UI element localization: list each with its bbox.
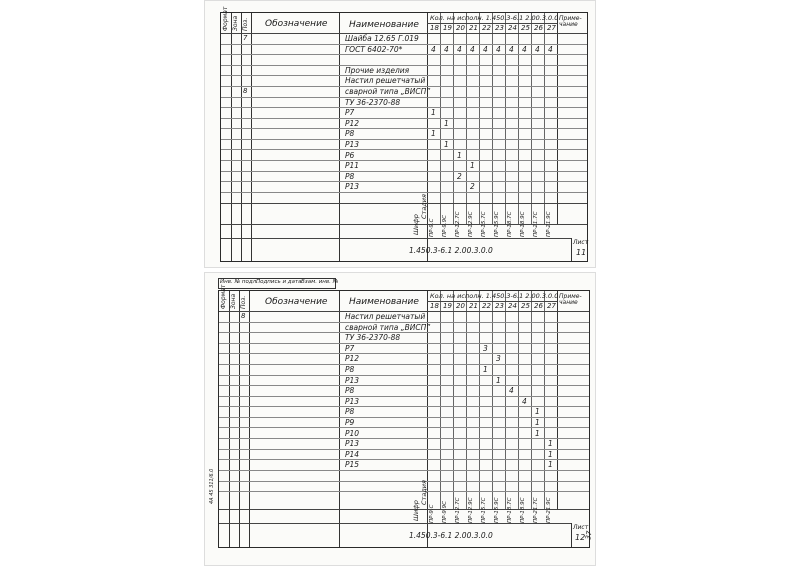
exec-number: 26 [534,302,543,310]
item-name: Шайба 12.65 Г.019 [345,34,419,43]
cipher-code: ПР-12.9С [468,211,474,237]
item-name: Р7 [345,343,355,353]
drawing-sheet-bottom [204,272,596,566]
quantity-cell: 4 [535,44,540,54]
cipher-code: ПР-9.9С [442,214,448,237]
item-name: Р8 [345,386,355,396]
sheet-number: 11 [576,248,587,257]
exec-number: 19 [443,24,452,32]
table-frame [218,284,590,548]
quantity-cell: 1 [548,449,553,459]
quantity-cell: 2 [470,182,475,192]
item-name: ГОСТ 6402-70* [345,44,403,54]
cipher-code: ПР-18.9С [520,497,526,523]
qty-title: Кол. на исполн. 1.450.3-6.1 2.00.3.0.0 [430,292,559,300]
stage-label: Стадия [420,480,428,505]
item-name: ТУ 36-2370-88 [345,97,401,107]
cipher-code: ПР-15.7С [481,211,487,237]
quantity-cell: 1 [548,439,553,449]
page-number: 37 [584,530,594,541]
margin-code: 4А 45 311/6.0 [209,468,215,504]
col-pos-head: Поз. [240,295,247,309]
item-name: Настил решетчатый [345,76,426,86]
cipher-code: ПР-15.7С [481,497,487,523]
item-name: Р7 [345,108,355,118]
sheet-number: 12 [575,533,586,542]
item-name: Р13 [345,396,360,406]
item-name: сварной типа „ВИСП” [345,87,431,96]
quantity-cell: 4 [522,396,527,406]
quantity-cell: 1 [444,140,449,149]
qty-title: Кол. на исполн. 1.450.3-6.1 2.00.3.0.0 [430,14,559,22]
exec-number: 23 [495,302,504,310]
col-format-head: Формат [220,284,227,309]
sheet-label: Лист [573,239,589,246]
exec-number: 18 [430,24,439,32]
quantity-cell: 4 [470,44,475,54]
item-name: Настил решетчатый [345,312,426,321]
item-name: Р8 [345,407,355,417]
exec-number: 21 [469,302,478,310]
cipher-code: ПР-21.9С [546,497,552,523]
quantity-cell: 4 [444,44,449,54]
position-number: 7 [243,34,248,42]
item-name: ТУ 36-2370-88 [345,333,401,343]
col-pos-head: Поз. [242,17,249,31]
exec-number: 22 [482,302,491,310]
quantity-cell: 4 [496,44,501,54]
col-designation-head: Обозначение [265,297,328,307]
stage-label: Стадия [420,194,428,219]
doc-number: 1.450.3-6.1 2.00.3.0.0 [409,531,493,540]
quantity-cell: 4 [431,44,436,54]
quantity-cell: 1 [431,129,436,139]
quantity-cell: 1 [496,375,501,385]
quantity-cell: 1 [444,118,449,128]
item-name: Р13 [345,140,360,149]
cipher-code: ПР-18.9С [520,211,526,237]
cipher-code: ПР-12.7С [455,211,461,237]
quantity-cell: 1 [548,460,553,470]
quantity-cell: 4 [509,386,514,396]
cipher-code: ПР-9.С [429,504,435,523]
cipher-code: ПР-18.7С [507,211,513,237]
cipher-code: ПР-9.9С [442,500,448,523]
cipher-label: Шифр [412,500,420,521]
quantity-cell: 1 [431,108,436,118]
col-note-head: Приме-чание [559,293,582,306]
item-name: Р13 [345,375,360,385]
approval-inv-label: Инв. № подл. [220,279,258,285]
cipher-label: Шифр [412,214,420,235]
exec-number: 25 [521,302,530,310]
exec-number: 27 [547,24,556,32]
quantity-cell: 3 [483,343,488,353]
col-format-head: Формат [222,6,229,31]
item-name: Р8 [345,365,355,374]
approval-strip [218,278,339,289]
position-number: 8 [241,312,246,320]
item-name: Р12 [345,354,360,364]
position-number: 8 [243,87,248,95]
quantity-cell: 4 [483,44,488,54]
item-name: Р6 [345,150,355,160]
col-name-head: Наименование [349,20,419,30]
item-name: Р13 [345,182,360,192]
item-name: Р12 [345,118,360,128]
quantity-cell: 4 [509,44,514,54]
cipher-code: ПР-15.9С [494,497,500,523]
table-frame [220,6,589,262]
item-name: Р11 [345,161,360,171]
quantity-cell: 1 [457,150,462,160]
item-name: сварной типа „ВИСП” [345,322,431,332]
cipher-code: ПР-9.С [429,218,435,237]
exec-number: 23 [495,24,504,32]
approval-sign-label: Подпись и дата [256,279,302,285]
item-name: Р9 [345,418,355,427]
exec-number: 18 [430,302,439,310]
col-note-head: Приме-чание [559,15,582,28]
item-name: Р10 [345,428,360,438]
sheet-label: Лист [573,524,589,531]
drawing-sheet-top [204,0,596,268]
exec-number: 20 [456,24,465,32]
cipher-code: ПР-21.7С [533,211,539,237]
quantity-cell: 1 [535,407,540,417]
exec-number: 24 [508,302,517,310]
exec-number: 24 [508,24,517,32]
doc-number: 1.450.3-6.1 2.00.3.0.0 [409,246,493,255]
cipher-code: ПР-12.9С [468,497,474,523]
exec-number: 20 [456,302,465,310]
cipher-code: ПР-21.7С [533,497,539,523]
quantity-cell: 1 [535,428,540,438]
quantity-cell: 4 [522,44,527,54]
approval-replace-label: Взам. инв. № [301,279,339,285]
quantity-cell: 1 [535,418,540,427]
quantity-cell: 3 [496,354,501,364]
exec-number: 21 [469,24,478,32]
quantity-cell: 1 [483,365,488,374]
item-name: Р14 [345,449,360,459]
quantity-cell: 4 [548,44,553,54]
col-name-head: Наименование [349,297,419,307]
quantity-cell: 2 [457,171,462,181]
quantity-cell: 4 [457,44,462,54]
cipher-code: ПР-21.9С [546,211,552,237]
cipher-code: ПР-18.7С [507,497,513,523]
exec-number: 22 [482,24,491,32]
exec-number: 26 [534,24,543,32]
cipher-code: ПР-12.7С [455,497,461,523]
quantity-cell: 1 [470,161,475,171]
exec-number: 27 [547,302,556,310]
cipher-code: ПР-15.9С [494,211,500,237]
exec-number: 25 [521,24,530,32]
col-zone-head: Зона [232,15,239,31]
item-name: Р8 [345,171,355,181]
col-zone-head: Зона [230,293,237,309]
item-name: Прочие изделия [345,65,410,75]
item-name: Р15 [345,460,360,470]
exec-number: 19 [443,302,452,310]
item-name: Р8 [345,129,355,139]
col-designation-head: Обозначение [265,19,328,29]
item-name: Р13 [345,439,360,449]
